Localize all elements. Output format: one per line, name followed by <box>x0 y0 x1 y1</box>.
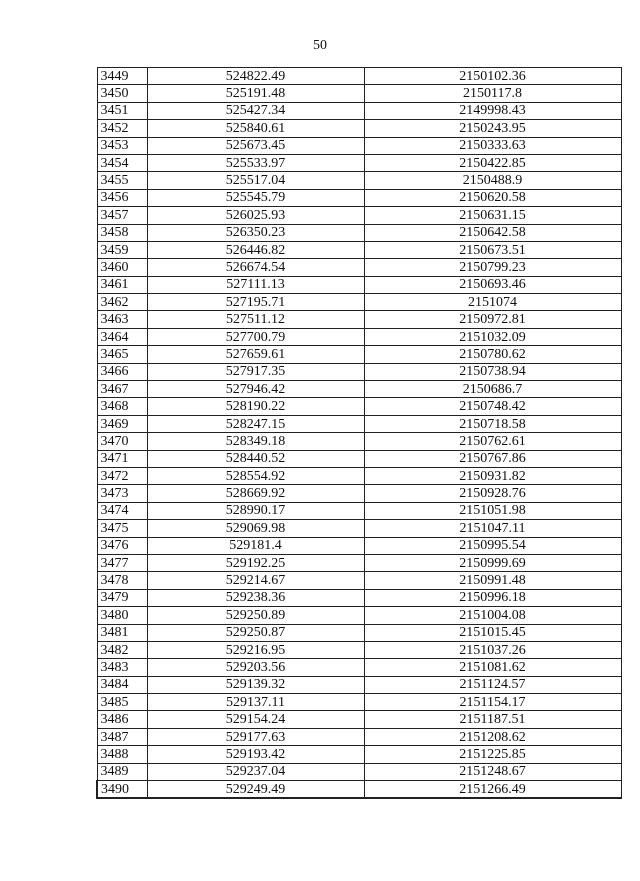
x-coordinate-cell: 529216.95 <box>147 641 364 658</box>
table-row <box>97 485 621 502</box>
x-coordinate-cell: 528990.17 <box>147 502 364 519</box>
table-row <box>97 189 621 206</box>
point-number-cell: 3463 <box>97 311 147 328</box>
table-row <box>97 85 621 102</box>
point-number-cell: 3462 <box>97 294 147 311</box>
point-number-cell: 3469 <box>97 415 147 432</box>
x-coordinate-cell: 529214.67 <box>147 572 364 589</box>
point-number-cell: 3465 <box>97 346 147 363</box>
point-number-cell: 3467 <box>97 381 147 398</box>
y-coordinate-cell: 2150642.58 <box>364 224 621 241</box>
y-coordinate-cell: 2150718.58 <box>364 415 621 432</box>
y-coordinate-cell: 2150996.18 <box>364 589 621 606</box>
x-coordinate-cell: 529137.11 <box>147 694 364 711</box>
x-coordinate-cell: 524822.49 <box>147 68 364 85</box>
y-coordinate-cell: 2150799.23 <box>364 259 621 276</box>
point-number-cell: 3478 <box>97 572 147 589</box>
y-coordinate-cell: 2151154.17 <box>364 694 621 711</box>
x-coordinate-cell: 527195.71 <box>147 294 364 311</box>
point-number-cell: 3466 <box>97 363 147 380</box>
table-row <box>97 154 621 171</box>
point-number-cell: 3481 <box>97 624 147 641</box>
table-row <box>97 520 621 537</box>
y-coordinate-cell: 2151074 <box>364 294 621 311</box>
x-coordinate-cell: 529177.63 <box>147 728 364 745</box>
point-number-cell: 3470 <box>97 433 147 450</box>
table-row <box>97 746 621 763</box>
point-number-cell: 3489 <box>97 763 147 780</box>
point-number-cell: 3474 <box>97 502 147 519</box>
y-coordinate-cell: 2150673.51 <box>364 241 621 258</box>
point-number-cell: 3476 <box>97 537 147 554</box>
table-row <box>97 624 621 641</box>
table-row <box>97 467 621 484</box>
y-coordinate-cell: 2151266.49 <box>364 781 621 799</box>
x-coordinate-cell: 529193.42 <box>147 746 364 763</box>
page-number: 50 <box>313 38 327 53</box>
x-coordinate-cell: 529192.25 <box>147 554 364 571</box>
table-row <box>97 607 621 624</box>
y-coordinate-cell: 2150117.8 <box>364 85 621 102</box>
x-coordinate-cell: 527111.13 <box>147 276 364 293</box>
y-coordinate-cell: 2150738.94 <box>364 363 621 380</box>
table-row <box>97 346 621 363</box>
x-coordinate-cell: 529250.87 <box>147 624 364 641</box>
y-coordinate-cell: 2150422.85 <box>364 154 621 171</box>
y-coordinate-cell: 2150686.7 <box>364 381 621 398</box>
x-coordinate-cell: 527946.42 <box>147 381 364 398</box>
point-number-cell: 3473 <box>97 485 147 502</box>
table-row <box>97 659 621 676</box>
point-number-cell: 3460 <box>97 259 147 276</box>
x-coordinate-cell: 527659.61 <box>147 346 364 363</box>
table-row <box>97 276 621 293</box>
table-row <box>97 502 621 519</box>
coordinate-table <box>96 67 622 799</box>
y-coordinate-cell: 2151208.62 <box>364 728 621 745</box>
x-coordinate-cell: 525427.34 <box>147 102 364 119</box>
x-coordinate-cell: 529154.24 <box>147 711 364 728</box>
x-coordinate-cell: 528349.18 <box>147 433 364 450</box>
table-row <box>97 328 621 345</box>
table-row <box>97 711 621 728</box>
point-number-cell: 3479 <box>97 589 147 606</box>
y-coordinate-cell: 2151032.09 <box>364 328 621 345</box>
x-coordinate-cell: 528669.92 <box>147 485 364 502</box>
y-coordinate-cell: 2150780.62 <box>364 346 621 363</box>
x-coordinate-cell: 528554.92 <box>147 467 364 484</box>
point-number-cell: 3455 <box>97 172 147 189</box>
table-row <box>97 102 621 119</box>
table-row <box>97 172 621 189</box>
point-number-cell: 3486 <box>97 711 147 728</box>
table-row <box>97 120 621 137</box>
x-coordinate-cell: 526025.93 <box>147 207 364 224</box>
table-row <box>97 311 621 328</box>
table-row <box>97 415 621 432</box>
x-coordinate-cell: 526350.23 <box>147 224 364 241</box>
point-number-cell: 3477 <box>97 554 147 571</box>
table-row <box>97 68 621 85</box>
x-coordinate-cell: 525840.61 <box>147 120 364 137</box>
x-coordinate-cell: 527700.79 <box>147 328 364 345</box>
x-coordinate-cell: 525545.79 <box>147 189 364 206</box>
y-coordinate-cell: 2150620.58 <box>364 189 621 206</box>
table-row <box>97 224 621 241</box>
point-number-cell: 3485 <box>97 694 147 711</box>
point-number-cell: 3456 <box>97 189 147 206</box>
y-coordinate-cell: 2150102.36 <box>364 68 621 85</box>
point-number-cell: 3449 <box>97 68 147 85</box>
point-number-cell: 3459 <box>97 241 147 258</box>
point-number-cell: 3480 <box>97 607 147 624</box>
point-number-cell: 3453 <box>97 137 147 154</box>
point-number-cell: 3490 <box>97 781 147 799</box>
point-number-cell: 3464 <box>97 328 147 345</box>
table-row <box>97 398 621 415</box>
y-coordinate-cell: 2151047.11 <box>364 520 621 537</box>
y-coordinate-cell: 2150995.54 <box>364 537 621 554</box>
x-coordinate-cell: 529237.04 <box>147 763 364 780</box>
y-coordinate-cell: 2150991.48 <box>364 572 621 589</box>
x-coordinate-cell: 525533.97 <box>147 154 364 171</box>
x-coordinate-cell: 526674.54 <box>147 259 364 276</box>
table-row <box>97 363 621 380</box>
table-row <box>97 433 621 450</box>
y-coordinate-cell: 2150748.42 <box>364 398 621 415</box>
x-coordinate-cell: 529238.36 <box>147 589 364 606</box>
y-coordinate-cell: 2150999.69 <box>364 554 621 571</box>
x-coordinate-cell: 527511.12 <box>147 311 364 328</box>
y-coordinate-cell: 2151248.67 <box>364 763 621 780</box>
y-coordinate-cell: 2150762.61 <box>364 433 621 450</box>
table-row <box>97 572 621 589</box>
point-number-cell: 3484 <box>97 676 147 693</box>
y-coordinate-cell: 2150931.82 <box>364 467 621 484</box>
point-number-cell: 3454 <box>97 154 147 171</box>
point-number-cell: 3483 <box>97 659 147 676</box>
y-coordinate-cell: 2151187.51 <box>364 711 621 728</box>
y-coordinate-cell: 2151081.62 <box>364 659 621 676</box>
y-coordinate-cell: 2150928.76 <box>364 485 621 502</box>
table-row <box>97 589 621 606</box>
table-row <box>97 207 621 224</box>
y-coordinate-cell: 2151124.57 <box>364 676 621 693</box>
point-number-cell: 3482 <box>97 641 147 658</box>
table-row <box>97 241 621 258</box>
y-coordinate-cell: 2150693.46 <box>364 276 621 293</box>
table-row <box>97 294 621 311</box>
table-row <box>97 554 621 571</box>
x-coordinate-cell: 529139.32 <box>147 676 364 693</box>
x-coordinate-cell: 527917.35 <box>147 363 364 380</box>
y-coordinate-cell: 2150767.86 <box>364 450 621 467</box>
x-coordinate-cell: 529249.49 <box>147 781 364 799</box>
y-coordinate-cell: 2150243.95 <box>364 120 621 137</box>
point-number-cell: 3450 <box>97 85 147 102</box>
table-row <box>97 381 621 398</box>
y-coordinate-cell: 2151051.98 <box>364 502 621 519</box>
y-coordinate-cell: 2150333.63 <box>364 137 621 154</box>
x-coordinate-cell: 529181.4 <box>147 537 364 554</box>
table-row <box>97 137 621 154</box>
point-number-cell: 3452 <box>97 120 147 137</box>
x-coordinate-cell: 525191.48 <box>147 85 364 102</box>
table-row <box>97 537 621 554</box>
table-row <box>97 781 621 799</box>
y-coordinate-cell: 2151004.08 <box>364 607 621 624</box>
table-row <box>97 676 621 693</box>
point-number-cell: 3461 <box>97 276 147 293</box>
table-row <box>97 728 621 745</box>
table-body <box>97 68 621 799</box>
x-coordinate-cell: 529203.56 <box>147 659 364 676</box>
x-coordinate-cell: 525673.45 <box>147 137 364 154</box>
y-coordinate-cell: 2151015.45 <box>364 624 621 641</box>
point-number-cell: 3488 <box>97 746 147 763</box>
point-number-cell: 3458 <box>97 224 147 241</box>
x-coordinate-cell: 528190.22 <box>147 398 364 415</box>
point-number-cell: 3471 <box>97 450 147 467</box>
table-row <box>97 763 621 780</box>
y-coordinate-cell: 2150488.9 <box>364 172 621 189</box>
table-row <box>97 641 621 658</box>
y-coordinate-cell: 2150631.15 <box>364 207 621 224</box>
point-number-cell: 3451 <box>97 102 147 119</box>
x-coordinate-cell: 528440.52 <box>147 450 364 467</box>
table-row <box>97 694 621 711</box>
y-coordinate-cell: 2151225.85 <box>364 746 621 763</box>
point-number-cell: 3475 <box>97 520 147 537</box>
point-number-cell: 3457 <box>97 207 147 224</box>
y-coordinate-cell: 2150972.81 <box>364 311 621 328</box>
x-coordinate-cell: 529250.89 <box>147 607 364 624</box>
y-coordinate-cell: 2149998.43 <box>364 102 621 119</box>
y-coordinate-cell: 2151037.26 <box>364 641 621 658</box>
x-coordinate-cell: 528247.15 <box>147 415 364 432</box>
point-number-cell: 3472 <box>97 467 147 484</box>
point-number-cell: 3487 <box>97 728 147 745</box>
table-row <box>97 450 621 467</box>
x-coordinate-cell: 525517.04 <box>147 172 364 189</box>
table-row <box>97 259 621 276</box>
x-coordinate-cell: 529069.98 <box>147 520 364 537</box>
x-coordinate-cell: 526446.82 <box>147 241 364 258</box>
point-number-cell: 3468 <box>97 398 147 415</box>
